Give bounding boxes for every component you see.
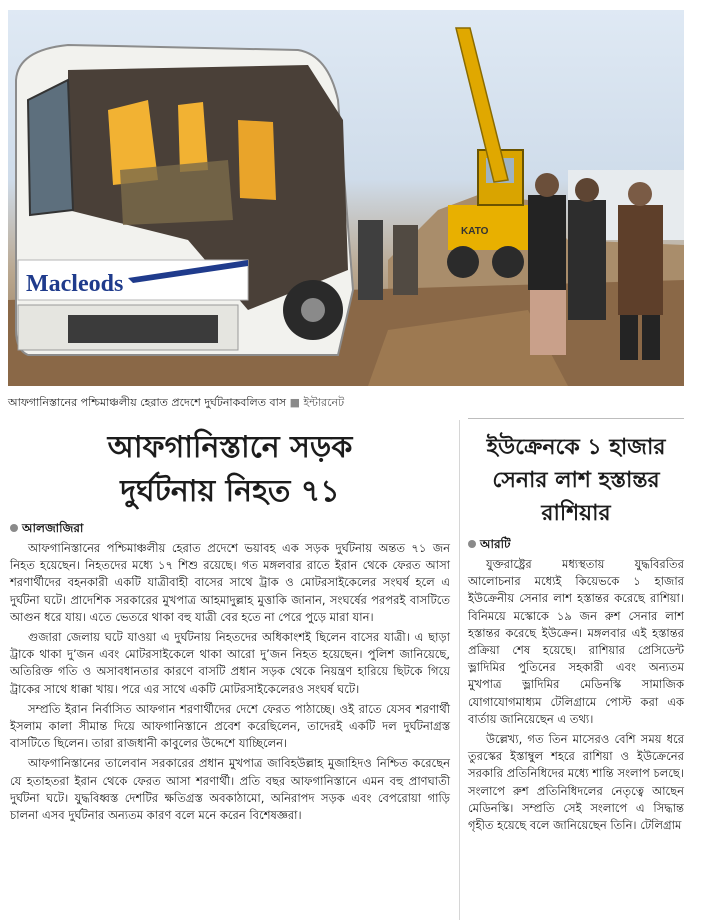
column-divider — [459, 420, 460, 920]
crane-wheel — [447, 246, 479, 278]
article-source — [10, 520, 450, 536]
headline-line: ইউক্রেনকে ১ হাজার — [486, 435, 666, 460]
article-headline — [10, 418, 450, 514]
bus-grille — [68, 315, 218, 343]
bus-windshield — [28, 80, 73, 215]
headline-line: আফগানিস্তানে সড়ক — [107, 430, 353, 465]
bullet-icon — [10, 524, 18, 532]
source-label: আরটি — [480, 537, 511, 551]
article-headline — [468, 419, 684, 530]
article-paragraph: আফগানিস্তানের পশ্চিমাঞ্চলীয় হেরাত প্রদেশে ভয়াবহ এক সড়ক দুর্ঘটনায় অন্তত ৭১ জন নিহত হয়েছেন। নিহতদের মধ্যে ১৭ শিশু রয়েছে। গত মঙ্গলবার রাতে ইরান থেকে ফেরত আসা শরণার্থীদের বহনকারী একটি যাত্রীবাহী বাসের সাথে ট্রাক ও মোটরসাইকেলের সংঘর্ষ হলে এ দুর্ঘটনা ঘটে। প্রাদেশিক সরকারের মুখপাত্র আহমাদুল্লাহ মুত্তাকি জানান, সংঘর্ষের পরপরই বাসটিতে আগুন ধরে যায়। এতে ভেতরে থাকা বহু যাত্রী বের হতে না পেরে পুড়ে মারা যান। — [10, 541, 450, 624]
headline-line: দুর্ঘটনায় নিহত ৭১ — [120, 474, 340, 509]
headline-line: সেনার লাশ হস্তান্তর — [492, 468, 660, 493]
article-afghanistan — [10, 418, 450, 827]
caption-credit: ইন্টারনেট — [303, 396, 345, 409]
source-label: আলজাজিরা — [22, 521, 84, 535]
article-paragraph: আফগানিস্তানের তালেবান সরকারের প্রধান মুখপাত্র জাবিহউল্লাহ মুজাহিদও নিশ্চিত করেছেন যে হতাহতরা ইরান থেকে ফেরত আসা শরণার্থী। প্রতি বছর আফগানিস্তানে এমন বহু প্রাণঘাতী দুর্ঘটনা ঘটে। যুদ্ধবিধ্বস্ত দেশটির ক্ষতিগ্রস্ত অবকাঠামো, অনিরাপদ সড়ক এবং বেপরোয়া গাড়ি চালনা এসব দুর্ঘটনার অন্যতম কারণ বলে মনে করেন বিশেষজ্ঞরা। — [10, 756, 450, 823]
crane-label: KATO — [461, 226, 489, 237]
crane-wheel — [492, 246, 524, 278]
article-paragraph: সম্প্রতি ইরান নির্বাসিত আফগান শরণার্থীদের দেশে ফেরত পাঠাচ্ছে। ওই রাতে যেসব শরণার্থী ইসলাম কালা সীমান্ত দিয়ে আফগানিস্তানে প্রবেশ করেছিলেন, তাদেরই একটি দল দুর্ঘটনাগ্রস্ত বাসটিতে ছিলেন। তারা রাজধানী কাবুলের উদ্দেশে যাচ্ছিলেন। — [10, 701, 450, 751]
headline-line: রাশিয়ার — [541, 501, 611, 526]
article-source — [468, 536, 684, 552]
bus-brand-text: Macleods — [26, 271, 124, 297]
article-paragraph: উল্লেখ্য, গত তিন মাসেরও বেশি সময় ধরে তুরস্কের ইস্তাম্বুল শহরে রাশিয়া ও ইউক্রেনের সরকারি প্রতিনিধিদের মধ্যে শান্তি সংলাপ চলছে। সংলাপে রুশ প্রতিনিধিদলের নেতৃত্বে আছেন মেডিনস্কি। সম্প্রতি সেই সংলাপে এ সিদ্ধান্ত গৃহীত হয়েছে বলে জানিয়েছেন তিনি। টেলিগ্রাম — [468, 732, 684, 833]
article-ukraine — [468, 418, 684, 837]
bus-seats — [120, 160, 233, 225]
bus-curtain — [178, 102, 208, 172]
article-paragraph: যুক্তরাষ্ট্রের মধ্যস্থতায় যুদ্ধবিরতির আলোচনার মধ্যেই কিয়েভকে ১ হাজার ইউক্রেনীয় সেনার লাশ হস্তান্তর করেছে রাশিয়া। বিনিময়ে মস্কোকে ১৯ জন রুশ সেনার লাশ হস্তান্তর করেছে ইউক্রেন। মঙ্গলবার এই হস্তান্তর প্রক্রিয়া শেষ হয়েছে। রাশিয়ার প্রেসিডেন্ট ভ্লাদিমির পুতিনের সহকারী এবং অন্যতম মুখপাত্র ভ্লাদিমির মেডিনস্কি সামাজিক যোগাযোগমাধ্যম টেলিগ্রামে পোস্ট করা এক বার্তায় জানিয়েছেন এ তথ্য। — [468, 557, 684, 726]
bus-curtain — [238, 120, 276, 200]
bus-accident-illustration — [8, 10, 684, 386]
caption-text: আফগানিস্তানের পশ্চিমাঞ্চলীয় হেরাত প্রদেশে দুর্ঘটনাকবলিত বাস — [8, 396, 287, 409]
photo-caption — [8, 396, 684, 410]
bullet-icon — [468, 540, 476, 548]
square-icon: ■ — [289, 396, 300, 409]
news-photo — [8, 10, 684, 386]
article-paragraph: গুজারা জেলায় ঘটে যাওয়া এ দুর্ঘটনায় নিহতদের অধিকাংশই ছিলেন বাসের যাত্রী। এ ছাড়া ট্রাকে থাকা দু’জন এবং মোটরসাইকেলে থাকা আরো দু’জন নিহত হয়েছেন। পুলিশ জানিয়েছে, অতিরিক্ত গতি ও অসাবধানতার কারণে বাসটি প্রধান সড়ক থেকে নিয়ন্ত্রণ হারিয়ে ছিটকে গিয়ে ট্রাকের সাথে ধাক্কা খায়। পরে এর সাথে একটি মোটরসাইকেলেরও সংঘর্ষ ঘটে। — [10, 630, 450, 696]
